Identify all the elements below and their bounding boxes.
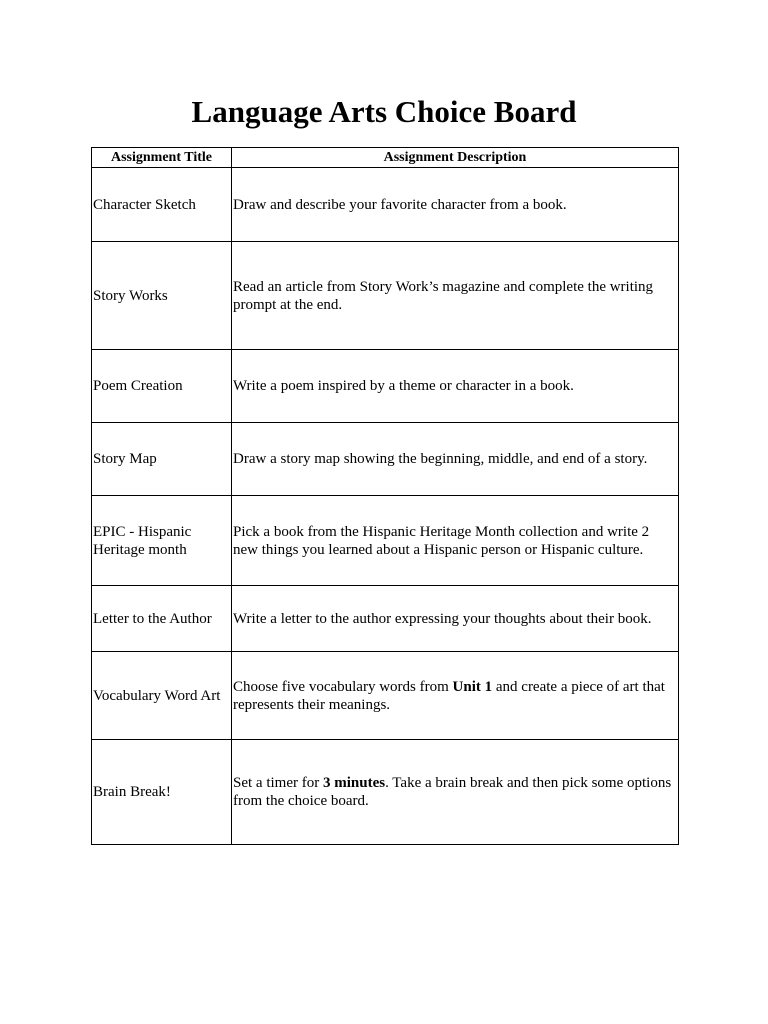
- table-body: [92, 168, 679, 845]
- page-title: Language Arts Choice Board: [191, 94, 577, 129]
- table-row: [92, 652, 679, 740]
- assignment-title-cell: EPIC - Hispanic Heritage month: [92, 496, 232, 586]
- assignment-description-cell: [232, 740, 679, 845]
- table-row: [92, 350, 679, 423]
- assignment-description-cell: [232, 350, 679, 423]
- table-row: [92, 168, 679, 242]
- description-text: Draw and describe your favorite character from a book.: [233, 196, 567, 213]
- choice-board-table: [91, 147, 679, 845]
- assignment-description-cell: [232, 496, 679, 586]
- assignment-title-cell: Story Map: [92, 423, 232, 496]
- assignment-title-cell: Character Sketch: [92, 168, 232, 242]
- table-row: [92, 496, 679, 586]
- description-text: Set a timer for: [233, 775, 323, 791]
- header-assignment-description: Assignment Description: [232, 148, 679, 168]
- assignment-description-cell: [232, 586, 679, 652]
- description-emphasis: 3 minutes: [322, 775, 386, 791]
- assignment-description-cell: [232, 242, 679, 350]
- assignment-title-cell: Brain Break!: [92, 740, 232, 845]
- table-row: [92, 740, 679, 845]
- table-row: [92, 586, 679, 652]
- table-row: [92, 423, 679, 496]
- assignment-description-cell: [232, 423, 679, 496]
- assignment-title-cell: Story Works: [92, 242, 232, 350]
- table-header-row: [92, 148, 679, 168]
- description-text: Choose five vocabulary words from: [233, 678, 453, 695]
- description-text: Draw a story map showing the beginning, middle, and end of a story.: [233, 451, 648, 467]
- description-text: Write a letter to the author expressing your thoughts about their book.: [233, 610, 652, 627]
- assignment-title-cell: Poem Creation: [92, 350, 232, 423]
- description-text: Pick a book from the Hispanic Heritage Month collection and write 2 new things you learned about a Hispanic person or Hispanic culture.: [233, 523, 653, 558]
- assignment-title-cell: Vocabulary Word Art: [92, 652, 232, 740]
- table-row: [92, 242, 679, 350]
- assignment-description-cell: [232, 168, 679, 242]
- header-assignment-title: Assignment Title: [92, 148, 232, 168]
- description-text: Write a poem inspired by a theme or character in a book.: [233, 378, 574, 394]
- assignment-description-cell: [232, 652, 679, 740]
- description-text: Read an article from Story Work’s magazine and complete the writing prompt at the end.: [233, 278, 657, 313]
- description-emphasis: Unit 1: [452, 678, 493, 695]
- description-text: . Take a brain break and then pick some options from the choice board.: [233, 775, 675, 809]
- assignment-title-cell: Letter to the Author: [92, 586, 232, 652]
- description-text: and create a piece of art that represents their meanings.: [233, 678, 669, 713]
